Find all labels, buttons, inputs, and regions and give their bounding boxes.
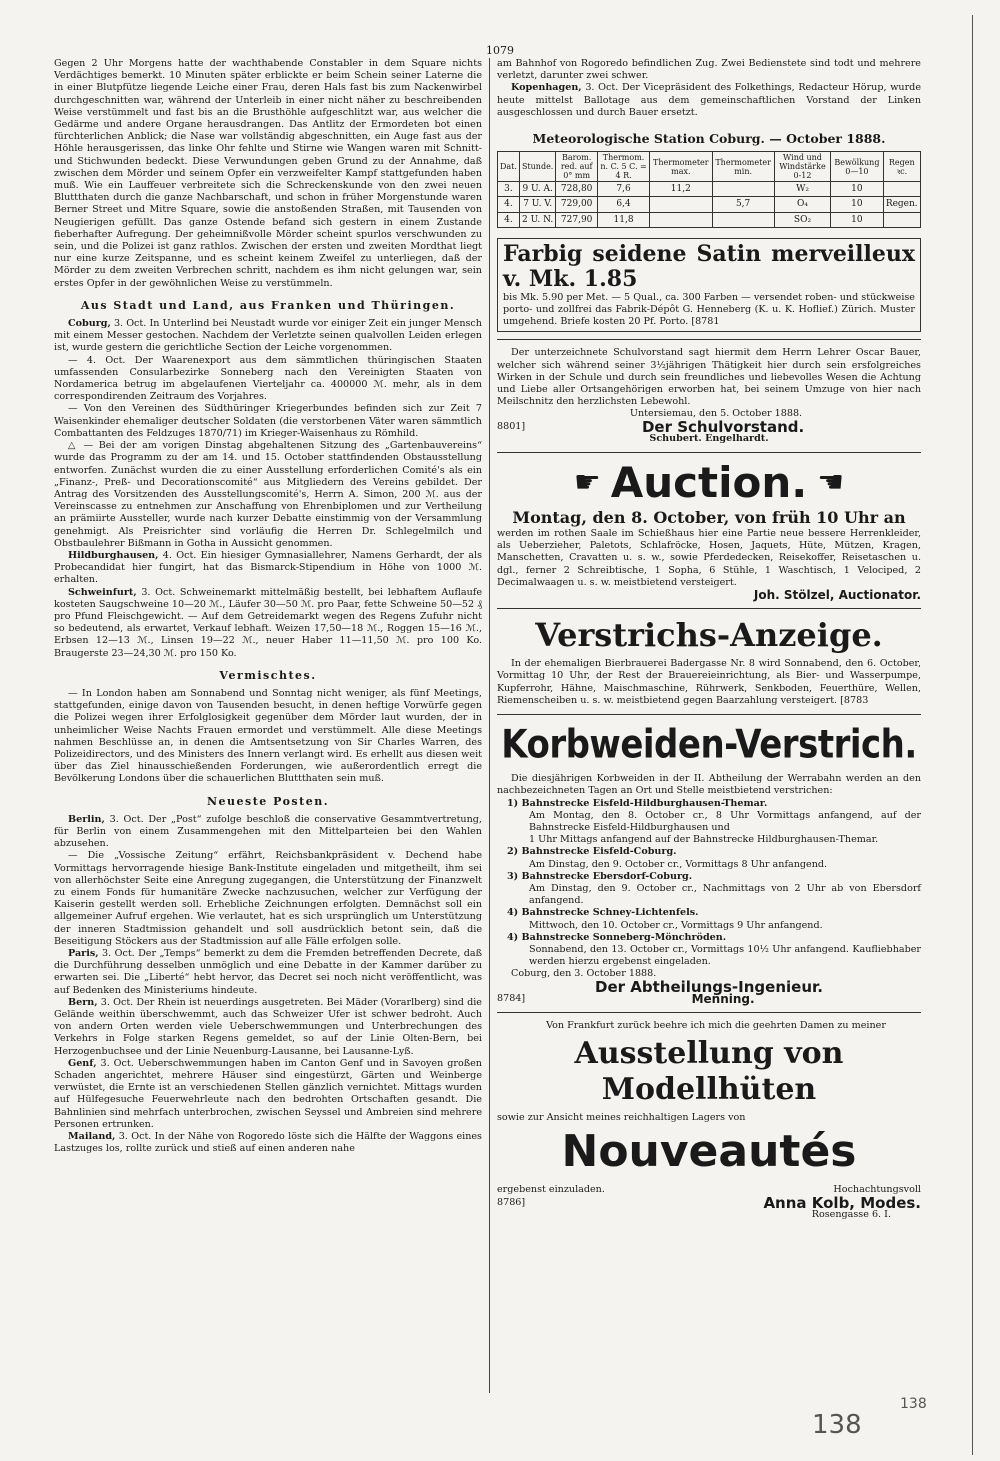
article-mailand: Mailand, 3. Oct. In der Nähe von Rogoredo löste sich die Hälfte der Waggons eines Lastzuges los, rollte zurück und stieß auf einen anderen nahe xyxy=(54,1131,482,1155)
article-paris: Paris, 3. Oct. Der „Temps“ bemerkt zu dem die Fremden betreffenden Decrete, daß die Durchführung desselben unmöglich und eine Debatte in der Kammer darüber zu erwarten sei. Die „Liberté“ hebt hervor, das Decret sei noch nicht veröffentlicht, was auf Bedenken des Ministeriums hindeute. xyxy=(54,948,482,996)
ad-auction-body: werden im rothen Saale im Schießhaus hier eine Partie neue bessere Herrenkleider, als Ueberzieher, Paletots, Schlafröcke, Hosen, Jaquets, Hüte, Mützen, Kragen, Manschetten, Cravatten u. s. w., sowie Pferdedecken, Reisekoffer, Reisetaschen u. dgl., ferner 2 Schreibtische, 1 Sopha, 6 Stühle, 1 Waschtisch, 1 Velociped, 2 Decimalwaagen u. s. w. meistbietend versteigert. xyxy=(497,528,921,588)
ad-ref: [8781 xyxy=(691,316,720,328)
ad-auction-sig: Joh. Stölzel, Auctionator. xyxy=(753,588,921,603)
page-edge-rule xyxy=(972,15,973,1455)
list-item: 4) Bahnstrecke Schney-Lichtenfels. xyxy=(507,907,699,919)
ad-korbweiden-date: Coburg, den 3. October 1888. xyxy=(511,968,657,980)
list-item: 3) Bahnstrecke Ebersdorf-Coburg. xyxy=(507,870,693,882)
pointing-hand-right-icon: ☛ xyxy=(573,465,601,501)
london-murder-report: Gegen 2 Uhr Morgens hatte der wachthabende Constabler in dem Square nichts Verdächtiges bemerkt. 10 Minuten später erblickte er beim Schein seiner Laterne die in einer Blutpfütze liegende Leiche einer Frau, deren Hals fast bis zum Nackenwirbel durchgeschnitten war, während der Unterleib in einer nicht näher zu beschreibenden Weise verstümmelt und fast bis an die Brusthöhle aufgeschlitzt war, aus welcher die Gedärme und andere Organe herausdrangen. Das Antlitz der Ermordeten bot einen fürchterlichen Anblick; die Nase war vollständig abgeschnitten, ein Auge fast aus der Höhle herausgerissen, das linke Ohr fehlte und Stirne wie Wangen waren mit Schnitt- und Stichwunden bedeckt. Diese Verwundungen geben Grund zu der Annahme, daß zwischen dem Mörder und seinem Opfer ein verzweifelter Kampf stattgefunden haben muß. Wie ein Lauffeuer verbreitete sich die Schreckenskunde von den zwei neuen Bluttthaten durch die ganze Nachbarschaft, und schon in früher Morgenstunde waren Berner Street und Mitre Square, sowie die anstoßenden Straßen, mit Tausenden von Neugierigen gefüllt. Das ganze Ostende befand sich gestern in einem Zustande fieberhafter Aufregung. Der geheimnißvolle Mörder scheint spurlos verschwunden zu sein, und die Polizei ist ganz rathlos. Zwischen der ersten und zweiten Mordthat liegt nur eine kurze Zeitspanne, und es scheint keinem Zweifel zu unterliegen, daß der Mörder zu dem zweiten Verbrechen schritt, nachdem es ihm nicht gelungen war, sein erstes Opfer in der gewöhnlichen Weise zu verstümmeln. xyxy=(54,58,482,289)
article-coburg-1: Coburg, 3. Oct. In Unterlind bei Neustadt wurde vor einiger Zeit ein junger Mensch mit einem Messer gestochen. Nachdem der Verletzte seinen qualvollen Leiden erlegen ist, wurde gestern die gerichtliche Section der Leiche vorgenommen. xyxy=(54,318,482,354)
meteo-header: Dat. xyxy=(498,152,520,182)
right-column xyxy=(497,58,921,1221)
table-row: 4. 2 U. N. 727,90 11,8 SO₂ 10 xyxy=(498,212,921,227)
table-row: 4. 7 U. V. 729,00 6,4 5,7 O₄ 10 Regen. xyxy=(498,197,921,212)
article-kriegerbund: — Von den Vereinen des Südthüringer Kriegerbundes befinden sich zur Zeit 7 Waisenkinder ehemaliger deutscher Soldaten (die verstorbenen Väter waren sämmtlich Combattanten des Feldzuges 1870/71) im Krieger-Waisenhaus zu Römhild. xyxy=(54,403,482,439)
ad-verstrich-body: In der ehemaligen Bierbrauerei Badergasse Nr. 8 wird Sonnabend, den 6. October, Vormittag 10 Uhr, der Rest der Brauereieinrichtung, als Bier- und Wasserpumpe, Kupferrohr, Hähne, Maischmaschine, Rührwerk, Senkboden, Feuerthüre, Wellen, Riemenscheiben u. s. w. meistbietend gegen Baarzahlung versteigert. xyxy=(497,658,921,706)
meteo-header: Wind und Windstärke 0-12 xyxy=(774,152,831,182)
ad-modell-intro: Von Frankfurt zurück beehre ich mich die geehrten Damen zu meiner xyxy=(546,1019,886,1031)
ad-nouveautes-title: Nouveautés xyxy=(561,1126,857,1178)
list-item: 1) Bahnstrecke Eisfeld-Hildburghausen-Themar. xyxy=(507,797,768,809)
table-row: 3. 9 U. A. 728,80 7,6 11,2 W₂ 10 xyxy=(498,182,921,197)
article-genf: Genf, 3. Oct. Ueberschwemmungen haben im Canton Genf und in Savoyen großen Schaden angerichtet, mehrere Häuser sind eingestürzt, Gärten und Weinberge verwüstet, die Ernte ist an verschiedenen Stellen gänzlich vernichtet. Mittags wurden auf Hülfegesuche Feuerwehrleute nach den bedrohten Ortschaften gesandt. Die Bahnlinien sind mehrfach unterbrochen, zwischen Seyssel und Ambreien sind mehrere Personen ertrunken. xyxy=(54,1057,482,1130)
divider xyxy=(497,714,921,715)
article-bern: Bern, 3. Oct. Der Rhein ist neuerdings ausgetreten. Bei Mäder (Vorarlberg) sind die Gelände weithin überschwemmt, auch das Schweizer Ufer ist schwer bedroht. Auch von andern Orten werden viele Ueberschwemmungen und Unterbrechungen des Verkehrs in Folge starken Regens gemeldet, so auf der Linie Olten-Bern, bei Herzogenbuchsee und der Linie Neuenburg-Lausanne, bei Lausanne-Lyß. xyxy=(54,996,482,1057)
ad-korbweiden-intro: Die diesjährigen Korbweiden in der II. Abtheilung der Werrabahn werden an den nachbezeichneten Tagen an Ort und Stelle meistbietend verstrichen: xyxy=(497,773,921,797)
meteo-title: Meteorologische Station Coburg. — October 1888. xyxy=(532,131,886,147)
ad-ref: 8784] xyxy=(497,992,526,1004)
section-title-regional: Aus Stadt und Land, aus Franken und Thüringen. xyxy=(80,298,456,312)
article-berlin-2: — Die „Vossische Zeitung“ erfährt, Reichsbankpräsident v. Dechend habe Vormittags hervorragende hiesige Bank-Institute eingeladen und mitgetheilt, ihm sei von allerhöchster Seite eine Anregung zugegangen, die Unterstützung der Finanzwelt zu einem Fonds für humanitäre Zwecke nachzusuchen, welcher zur Verfügung der Kaiserin gestellt werden soll. Erhebliche Zeichnungen erfolgten. Demnächst soll ein allgemeiner Aufruf ergehen. Wie verlautet, hat es sich ursprünglich um Unterstützung der inneren Stadtmission gehandelt und soll ausdrücklich betont sein, daß die Beseitigung Stöckers aus der Stadtmission auf alle Fälle erfolgen solle. xyxy=(54,850,482,947)
article-london-meetings: — In London haben am Sonnabend und Sonntag nicht weniger, als fünf Meetings, stattgefunden, einige davon von Tausenden besucht, in denen heftige Vorwürfe gegen die Polizei wegen ihrer Erfolglosigkeit gegenüber dem Mörder laut wurden, der in unheimlicher Weise Nachts Frauen ermordet und verstümmelt. Alle diese Meetings nahmen Beschlüsse an, in denen die Amtsentsetzung von Sir Charles Warren, des Polizeidirectors, und des Ministers des Innern verlangt wird. Es erhellt aus diesen weit über das Ziel hinausschießenden Forderungen, wie außerordentlich erregt die Bevölkerung Londons über die schauerlichen Bluttthaten sein muß. xyxy=(54,687,482,785)
ad-satin xyxy=(497,238,921,333)
dateline-place: Mailand, xyxy=(68,1131,116,1143)
article-hildburghausen: Hildburghausen, 4. Oct. Ein hiesiger Gymnasiallehrer, Namens Gerhardt, der als Probecandidat hier fungirt, hat das Bismarck-Stipendium in Höhe von 1000 ℳ. erhalten. xyxy=(54,549,482,586)
ad-verstrich-title: Verstrichs-Anzeige. xyxy=(535,616,883,655)
ad-ref: 8786] xyxy=(497,1196,526,1208)
ad-korbweiden-sig: Der Abtheilungs-Ingenieur. xyxy=(595,977,823,996)
ad-modell-title: Ausstellung von Modellhüten xyxy=(574,1036,844,1108)
ad-nouv-sig: Anna Kolb, Modes. xyxy=(763,1193,921,1212)
ad-auction-date: Montag, den 8. October, von früh 10 Uhr an xyxy=(512,508,906,528)
ad-satin-body: bis Mk. 5.90 per Met. — 5 Qual., ca. 300 Farben — versendet roben- und stückweise porto- und zollfrei das Fabrik-Dépôt G. Henneberg (K. u. K. Hoflief.) Zürich. Muster umgehend. Briefe kosten 20 Pf. Porto. xyxy=(503,291,915,328)
divider xyxy=(497,452,921,453)
ad-schulvorstand-sig: Der Schulvorstand. xyxy=(641,417,805,436)
meteo-header: Thermom. n. C. 5 C. = 4 R. xyxy=(597,152,649,182)
handwritten-note: 138 xyxy=(812,1410,862,1440)
ad-nouv-right: Hochachtungsvoll xyxy=(833,1184,921,1196)
meteo-header: Barom. red. auf 0° mm xyxy=(556,152,598,182)
ad-schulvorstand-body: Der unterzeichnete Schulvorstand sagt hiermit dem Herrn Lehrer Oscar Bauer, welcher sich während seiner 3½jährigen Thätigkeit hier durch sein ersfolgreiches Wirken in der Schule und durch sein freundliches und liebevolles Wesen die Achtung und Liebe aller Ortsangehörigen erworben hat, bei seinem Umzuge von hier nach Meilschnitz den herzlichsten Lebewohl. xyxy=(497,347,921,408)
article-kopenhagen: Kopenhagen, 3. Oct. Der Vicepräsident des Folkethings, Redacteur Hörup, wurde heute mittelst Ballotage aus dem gemeinschaftlichen Vorstand der Linken ausgeschlossen und durch Bauer ersetzt. xyxy=(497,82,921,118)
ad-korbweiden-title: Korbweiden-Verstrich. xyxy=(501,722,917,769)
ad-schulvorstand-date: Untersiemau, den 5. October 1888. xyxy=(629,408,803,420)
dateline-place: Coburg, xyxy=(68,318,111,330)
dateline-place: Bern, xyxy=(68,996,98,1008)
ad-satin-headline: Farbig seidene Satin merveilleux v. Mk. 1.85 xyxy=(503,240,915,292)
meteo-header: Bewölkung 0—10 xyxy=(831,152,883,182)
handwritten-note-small: 138 xyxy=(900,1396,927,1412)
divider xyxy=(497,608,921,609)
ad-nouv-addr: Rosengasse 6. I. xyxy=(811,1208,891,1220)
divider xyxy=(497,1012,921,1013)
meteo-header: Stunde. xyxy=(519,152,555,182)
article-mailand-cont: am Bahnhof von Rogoredo befindlichen Zug. Zwei Bedienstete sind todt und mehrere verletzt, darunter zwei schwer. xyxy=(497,58,921,82)
article-schweinfurt: Schweinfurt, 3. Oct. Schweinemarkt mittelmäßig bestellt, bei lebhaftem Auflaufe kosteten Saugschweine 10—20 ℳ., Läufer 30—50 ℳ. pro Paar, fette Schweine 50—52 ₰ pro Pfund Fleischgewicht. — Auf dem Getreidemarkt wegen des Regens Zufuhr nicht so bedeutend, als erwartet, Verkauf lebhaft. Weizen 17,50—18 ℳ., Roggen 15—16 ℳ., Erbsen 12—13 ℳ., Linsen 19—22 ℳ., neuer Haber 11—11,50 ℳ. pro 100 Ko. Braugerste 23—24,30 ℳ. pro 150 Ko. xyxy=(54,586,482,659)
meteo-header: Thermometer min. xyxy=(712,152,774,182)
dateline-place: Genf, xyxy=(68,1057,97,1069)
page-number: 1079 xyxy=(486,44,514,57)
column-divider xyxy=(489,58,490,1393)
ad-korbweiden-name: Menning. xyxy=(691,991,755,1006)
ad-auction-title: Auction. xyxy=(610,458,808,508)
ad-schulvorstand-names: Schubert. Engelhardt. xyxy=(649,432,769,444)
dateline-place: Schweinfurt, xyxy=(68,586,137,598)
left-column xyxy=(54,58,482,1155)
dateline-place: Paris, xyxy=(68,948,99,960)
ad-ref: 8801] xyxy=(497,420,526,432)
meteo-header: Regen ꝛc. xyxy=(883,152,921,182)
section-title-posten: Neueste Posten. xyxy=(206,794,330,808)
article-coburg-2: — 4. Oct. Der Waarenexport aus dem sämmtlichen thüringischen Staaten umfassenden Consularbezirke Sonneberg nach den Vereinigten Staaten von Nordamerica betrug im abgelaufenen Vierteljahr ca. 400000 ℳ. mehr, als in dem correspondirenden Zeitraum des Vorjahres. xyxy=(54,354,482,403)
dateline-place: Hildburghausen, xyxy=(68,549,159,561)
pointing-hand-left-icon: ☚ xyxy=(817,465,845,501)
divider xyxy=(497,339,921,340)
article-berlin-1: Berlin, 3. Oct. Der „Post“ zufolge beschloß die conservative Gesammtvertretung, für Berlin von einem Zusammengehen mit den Mittelparteien bei den Wahlen abzusehen. xyxy=(54,813,482,850)
meteo-header: Thermometer max. xyxy=(650,152,712,182)
ad-nouv-left: ergebenst einzuladen. xyxy=(497,1184,605,1196)
dateline-place: Berlin, xyxy=(68,813,105,825)
ad-modell-sub: sowie zur Ansicht meines reichhaltigen Lagers von xyxy=(497,1112,746,1124)
list-item: 4) Bahnstrecke Sonneberg-Mönchröden. xyxy=(507,931,727,943)
article-gartenbau: △ — Bei der am vorigen Dinstag abgehaltenen Sitzung des „Gartenbauvereins“ wurde das Programm zu der am 14. und 15. October stattfindenden Obstausstellung entworfen. Zunächst wurden die zu einer Ausstellung erforderlichen Comité's als ein „Finanz-, Preß- und Decorationscomité“ aus Mitgliedern des Vereins gebildet. Der Antrag des Vorsitzenden des Ausstellungscomité's, Herrn A. Simon, 200 ℳ. aus der Vereinscasse zu entnehmen zur Anschaffung von Ehrenbiplomen und zur Vertheilung an prämiirte Aussteller, wurde nach kurzer Debatte einstimmig von der Versammlung genehmigt. Als Preisrichter sind vorläufig die Herren Dr. Schlegelmilch und Obstbaulehrer Bißmann in Gotha in Aussicht genommen. xyxy=(54,440,482,549)
dateline-place: Kopenhagen, xyxy=(511,82,582,94)
ad-korbweiden-list: 1) Bahnstrecke Eisfeld-Hildburghausen-Themar. Am Montag, den 8. October cr., 8 Uhr Vormittags anfangend, auf der Bahnstrecke Eisfeld-Hildburghausen und 1 Uhr Mittags anfangend auf der Bahnstrecke Hildburghausen-Themar. 2) Bahnstrecke Eisfeld-Coburg. Am Dinstag, den 9. October cr., Vormittags 8 Uhr anfangend. 3) Bahnstrecke Ebersdorf-Coburg. Am Dinstag, den 9. October cr., Nachmittags von 2 Uhr ab von Ebersdorf anfangend. 4) Bahnstrecke Schney-Lichtenfels. Mittwoch, den 10. October cr., Vormittags 9 Uhr anfangend. 4) Bahnstrecke Sonneberg-Mönchröden. Sonnabend, den 13. October cr., Vormittags 10½ Uhr anfangend. Kaufliebhaber werden hierzu ergebenst eingeladen. xyxy=(497,798,921,969)
ad-auction-header xyxy=(497,460,921,506)
section-title-vermischtes: Vermischtes. xyxy=(219,668,317,682)
list-item: 2) Bahnstrecke Eisfeld-Coburg. xyxy=(507,846,677,858)
meteo-table xyxy=(497,151,921,228)
ad-ref: [8783 xyxy=(840,694,869,706)
